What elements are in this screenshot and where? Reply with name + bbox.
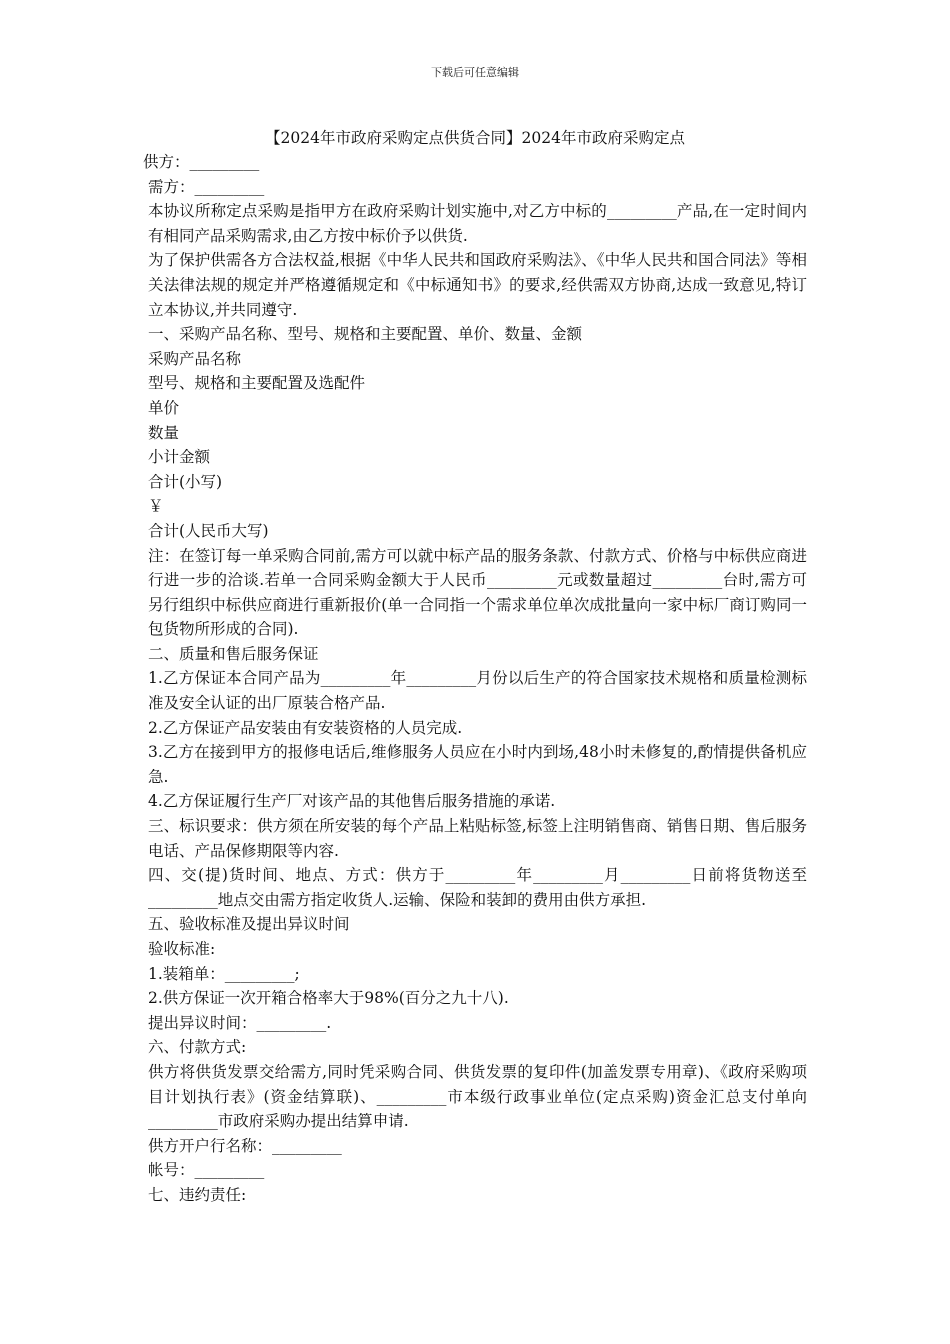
field-unit-price: 单价 (148, 398, 180, 417)
field-subtotal: 小计金额 (148, 448, 211, 467)
clause-5-1: 1.装箱单：_________; (148, 964, 300, 983)
buyer-line: 需方：_________ (148, 177, 265, 196)
clause-2-2: 2.乙方保证产品安装由有安装资格的人员完成. (148, 718, 463, 737)
acceptance-standard-label: 验收标准: (148, 940, 216, 958)
header-note: 下载后可任意编辑 (431, 66, 519, 79)
clause-5-2: 2.供方保证一次开箱合格率大于98%(百分之九十八). (148, 989, 509, 1008)
yuan-symbol: ￥ (148, 497, 164, 516)
section-6-heading: 六、付款方式: (148, 1038, 247, 1057)
clause-2-4: 4.乙方保证履行生产厂对该产品的其他售后服务措施的承诺. (148, 792, 556, 811)
objection-time-line: 提出异议时间：_________. (148, 1013, 332, 1032)
section-4-paragraph: 四、交(提)货时间、地点、方式：供方于_________年_________月_________日前将货物送至_________地点交由需方指定收货人.运输、保险和装卸的费用由供方承担. (148, 866, 807, 909)
field-product-name: 采购产品名称 (148, 349, 242, 368)
section-7-heading: 七、违约责任: (148, 1185, 247, 1204)
section-5-heading: 五、验收标准及提出异议时间 (148, 915, 350, 934)
section-1-heading: 一、采购产品名称、型号、规格和主要配置、单价、数量、金额 (148, 325, 583, 344)
field-total-upper: 合计(人民币大写) (148, 521, 269, 540)
field-quantity: 数量 (148, 423, 180, 442)
supplier-line: 供方：_________ (143, 153, 260, 171)
account-number-line: 帐号：_________ (148, 1161, 265, 1180)
field-model-spec: 型号、规格和主要配置及选配件 (148, 374, 366, 393)
bank-name-line: 供方开户行名称：_________ (148, 1136, 342, 1155)
purpose-paragraph: 为了保护供需各方合法权益,根据《中华人民共和国政府采购法》、《中华人民共和国合同法》等相关法律法规的规定并严格遵循规定和《中标通知书》的要求,经供需双方协商,达成一致意见,特订立本协议,并共同遵守. (148, 251, 807, 319)
document-body (143, 150, 807, 1208)
definition-paragraph: 本协议所称定点采购是指甲方在政府采购计划实施中,对乙方中标的_________产品,在一定时间内有相同产品采购需求,由乙方按中标价予以供货. (148, 202, 807, 245)
field-total-lower: 合计(小写) (148, 472, 223, 491)
clause-2-3: 3.乙方在接到甲方的报修电话后,维修服务人员应在小时内到场,48小时未修复的,酌情提供备机应急. (148, 743, 807, 786)
document-title: 【2024年市政府采购定点供货合同】2024年市政府采购定点 (265, 129, 685, 147)
section-2-heading: 二、质量和售后服务保证 (148, 644, 319, 663)
note-paragraph: 注：在签订每一单采购合同前,需方可以就中标产品的服务条款、付款方式、价格与中标供应商进行进一步的洽谈.若单一合同采购金额大于人民币_________元或数量超过_________台时,需方可另行组织中标供应商进行重新报价(单一合同指一个需求单位单次成批量向一家中标厂商订购同一包货物所形成的合同). (148, 546, 807, 639)
clause-2-1: 1.乙方保证本合同产品为_________年_________月份以后生产的符合国家技术规格和质量检测标准及安全认证的出厂原装合格产品. (148, 669, 807, 713)
section-3-paragraph: 三、标识要求：供方须在所安装的每个产品上粘贴标签,标签上注明销售商、销售日期、售后服务电话、产品保修期限等内容. (148, 817, 807, 860)
payment-paragraph: 供方将供货发票交给需方,同时凭采购合同、供货发票的复印件(加盖发票专用章)、《政府采购项目计划执行表》(资金结算联)、_________市本级行政事业单位(定点采购)资金汇总支付单向_________市政府采购办提出结算申请. (148, 1062, 807, 1131)
